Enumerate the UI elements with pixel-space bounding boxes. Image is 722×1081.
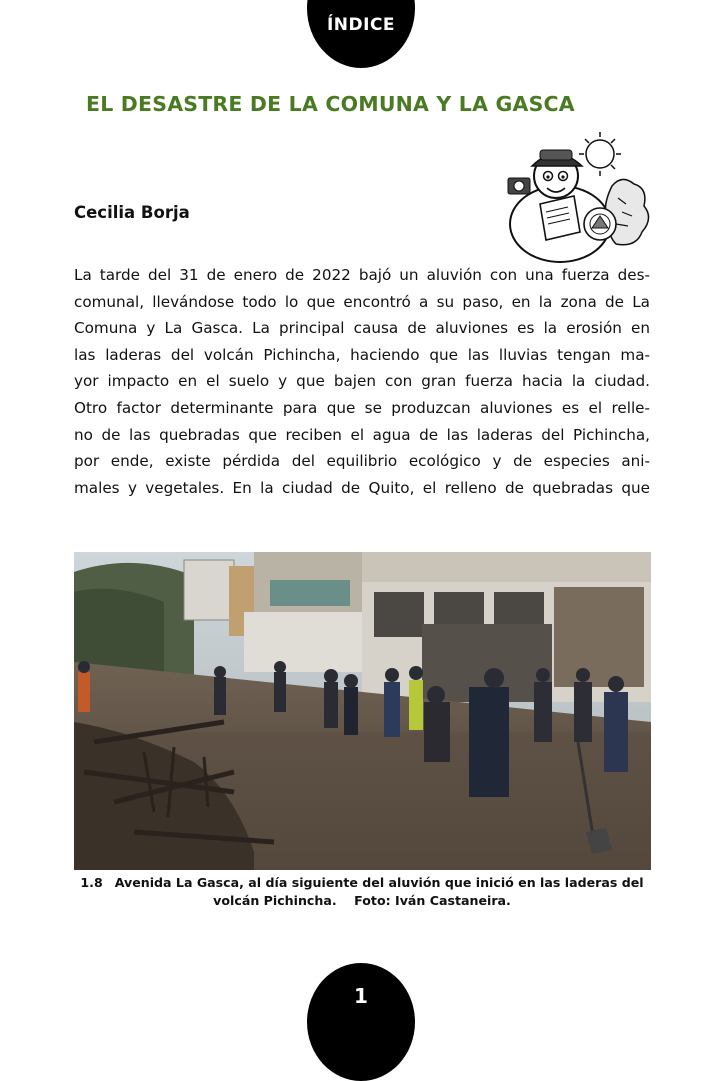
- body-line: males y vegetales. En la ciudad de Quito, el relleno de quebradas que: [74, 478, 650, 497]
- photo-caption: [74, 874, 650, 910]
- article-title: EL DESASTRE DE LA COMUNA Y LA GASCA: [86, 92, 575, 116]
- body-line: no de las quebradas que reciben el agua de las laderas del Pichincha,: [74, 425, 650, 444]
- index-link[interactable]: ÍNDICE: [326, 15, 396, 35]
- caption-line-1: [74, 874, 650, 892]
- page-number-tab: [307, 963, 415, 1081]
- caption-text: Avenida La Gasca, al día siguiente del aluvión que inició en las laderas del: [114, 875, 644, 890]
- article-author: Cecilia Borja: [74, 203, 190, 222]
- body-line: por ende, existe pérdida del equilibrio ecológico y de especies ani-: [74, 452, 650, 471]
- body-line: comunal, llevándose todo lo que encontró a su paso, en la zona de La: [74, 292, 650, 311]
- body-line: La tarde del 31 de enero de 2022 bajó un aluvión con una fuerza des-: [74, 266, 650, 284]
- body-line: yor impacto en el suelo y que bajen con gran fuerza hacia la ciudad.: [74, 372, 650, 391]
- sun-icon: [579, 132, 621, 176]
- mudslide-photo: [74, 552, 651, 870]
- body-line: las laderas del volcán Pichincha, haciendo que las lluvias tengan ma-: [74, 345, 650, 364]
- article-body: [74, 262, 650, 501]
- caption-line-2: volcán Pichincha. Foto: Iván Castaneira.: [213, 893, 511, 908]
- body-line: Comuna y La Gasca. La principal causa de aluviones es la erosión en: [74, 319, 650, 338]
- mascot-illustration-icon: [500, 128, 650, 266]
- figure-number: 1.8: [80, 875, 103, 890]
- page-number: 1: [354, 984, 368, 1008]
- body-line: Otro factor determinante para que se produzcan aluviones es el relle-: [74, 398, 650, 417]
